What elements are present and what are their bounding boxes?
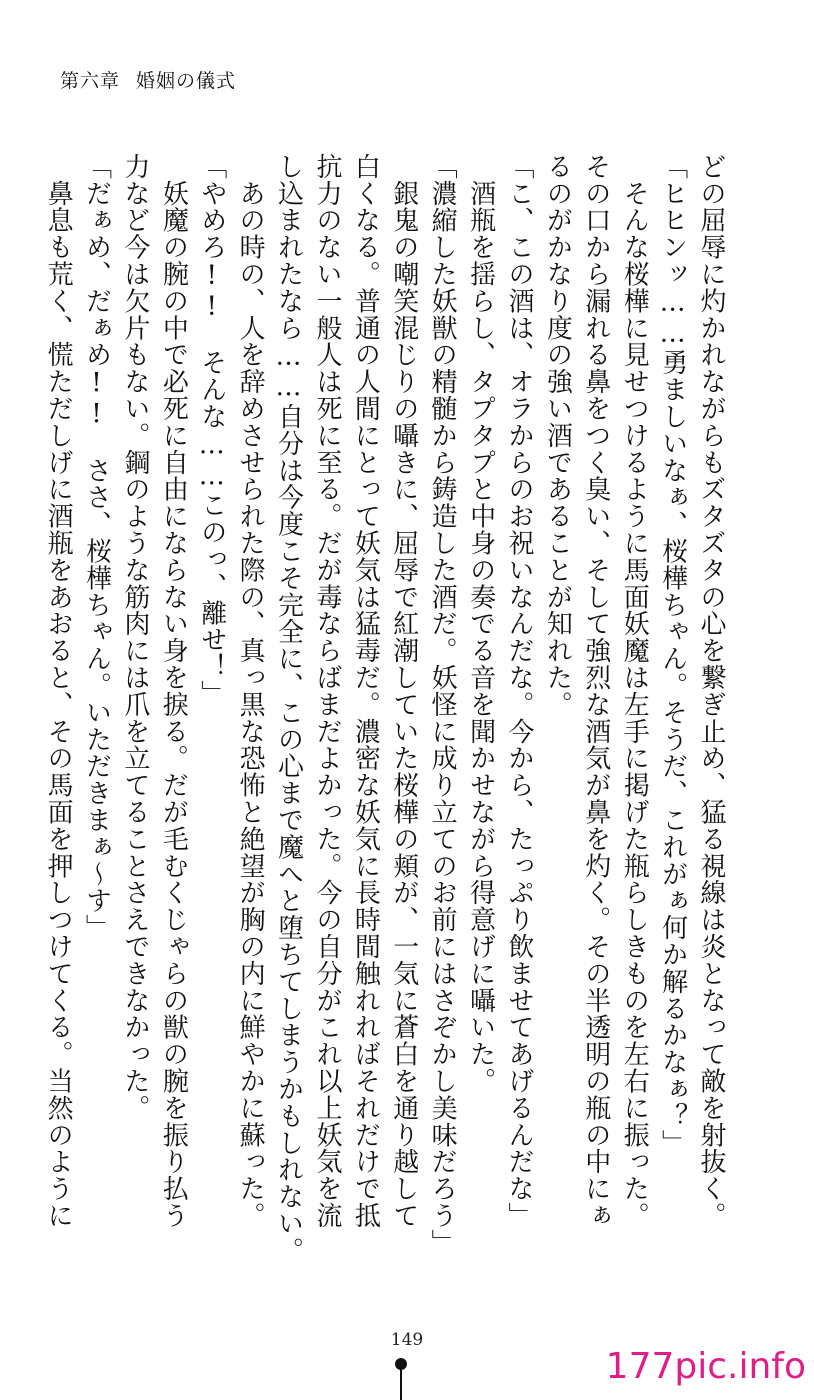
text-line: 銀鬼の嘲笑混じりの囁きに、屈辱で紅潮していた桜樺の頬が、一気に蒼白を通り越して [388,153,419,1229]
text-line: あの時の、人を辞めさせられた際の、真っ黒な恐怖と絶望が胸の内に鮮やかに蘇った。 [235,153,266,1229]
text-line: 抗力のない一般人は死に至る。だが毒ならばまだよかった。今の自分がこれ以上妖気を流 [311,153,342,1229]
watermark: 177pic.info [605,1346,806,1387]
page-number: 149 [390,1330,424,1350]
vertical-body-text [43,153,730,1264]
text-line: 「濃縮した妖獣の精髄から鋳造した酒だ。妖怪に成り立てのお前にはさぞかし美味だろう」 [427,153,458,1256]
text-line: 妖魔の腕の中で必死に自由にならない身を捩る。だが毛むくじゃらの獣の腕を振り払う [158,153,189,1229]
text-line: どの屈辱に灼かれながらもズタズタの心を繋ぎ止め、猛る視線は炎となって敵を射抜く。 [696,153,726,1229]
text-line: そんな桜樺に見せつけるように馬面妖魔は左手に掲げた瓶らしきものを左右に振った。 [619,153,650,1229]
text-line: 「ヒヒンッ……勇ましいなぁ、桜樺ちゃん。そうだ、これがぁ何か解るかなぁ？」 [657,153,688,1157]
chapter-title: 婚姻の儀式 [136,70,237,92]
text-line: 「こ、この酒は、オラからのお祝いなんだな。今から、たっぷり飲ませてあげるんだな」 [503,153,534,1229]
text-line: 力など今は欠片もない。鋼のような筋肉には爪を立てることさえできなかった。 [119,153,150,1122]
text-line: し込まれたなら……自分は今度こそ完全に、この心まで魔へと堕ちてしまうかもしれない。 [273,153,304,1264]
text-line: るのがかなり度の強い酒であることが知れた。 [542,153,573,718]
text-line: 白くなる。普通の人間にとって妖気は猛毒だ。濃密な妖気に長時間触れればそれだけで抵 [350,153,381,1229]
page-marker-stem [400,1368,402,1400]
text-line: 鼻息も荒く、慌ただしげに酒瓶をあおると、その馬面を押しつけてくる。当然のように [43,153,74,1229]
text-line: 「だぁめ、だぁめ!! ささ、桜樺ちゃん。いただきまぁ～す」 [81,153,112,942]
chapter-number: 第六章 [60,70,121,92]
running-header [60,66,236,93]
text-line: 酒瓶を揺らし、タプタプと中身の奏でる音を聞かせながら得意げに囁いた。 [465,153,496,1095]
text-line: 「やめろ!! そんな……このっ、離せ！」 [196,153,227,707]
text-line: その口から漏れる鼻をつく臭い、そして強烈な酒気が鼻を灼く。その半透明の瓶の中にぁ [580,153,611,1229]
